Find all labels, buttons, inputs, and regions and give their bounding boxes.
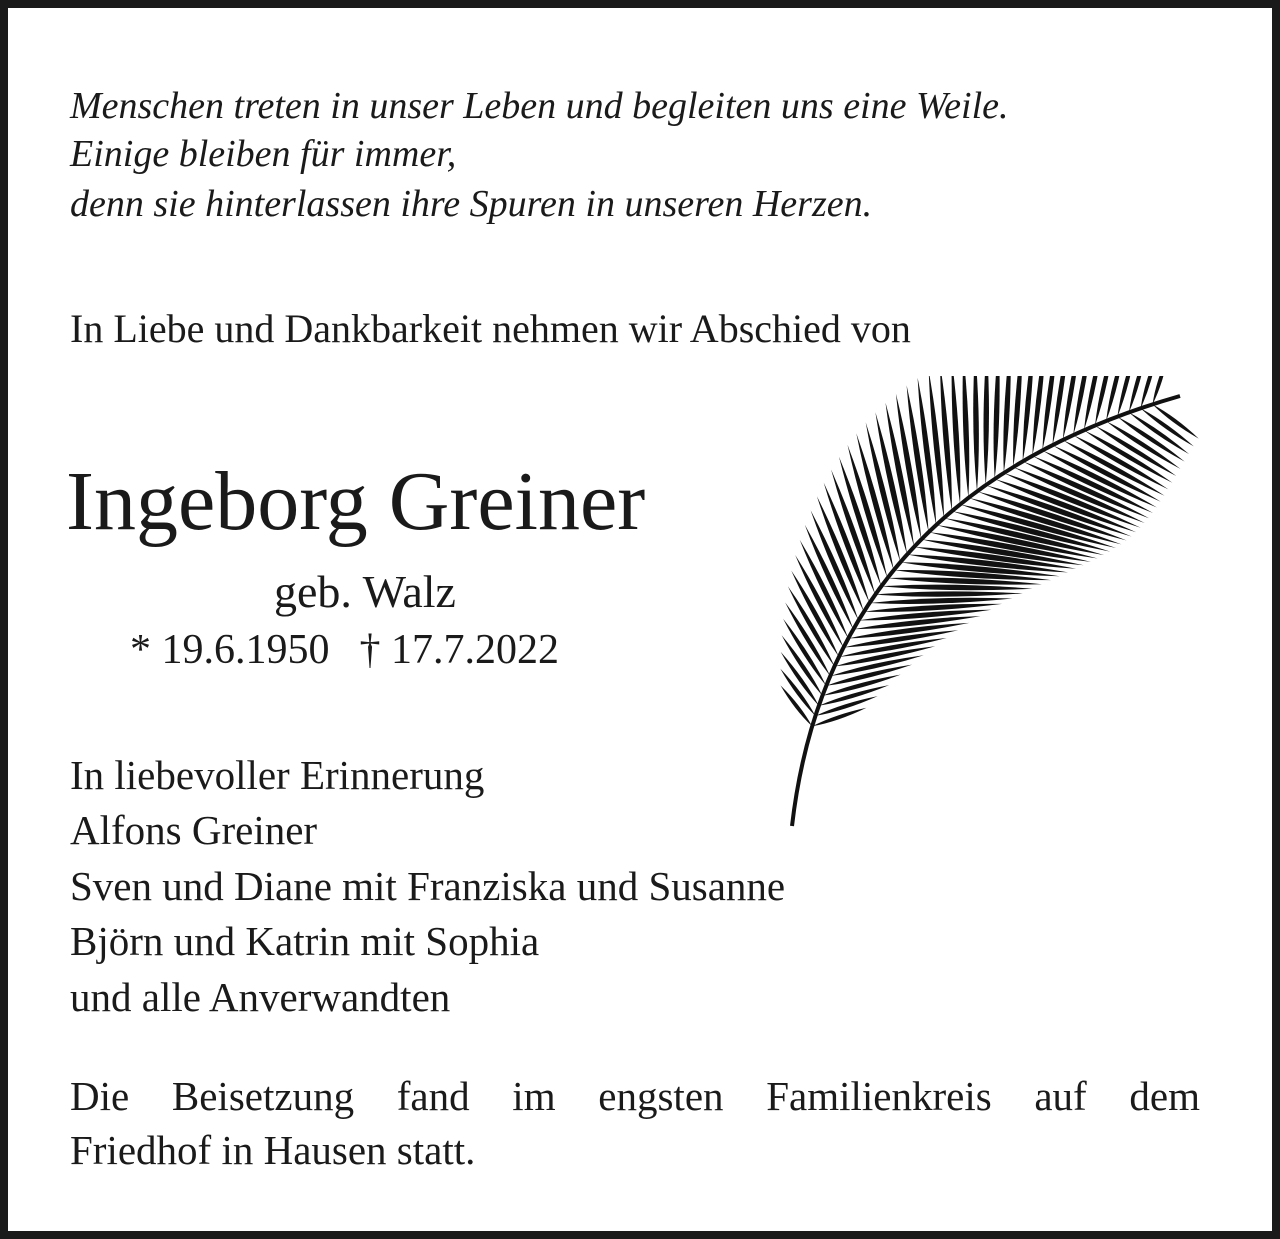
deceased-name: Ingeborg Greiner — [66, 455, 646, 548]
palm-leaflet — [782, 635, 823, 695]
mourner-line: Alfons Greiner — [70, 807, 318, 853]
palm-leaflet — [1013, 376, 1022, 467]
mourner-line: und alle Anverwandten — [70, 974, 451, 1020]
mourner-line: Björn und Katrin mit Sophia — [70, 918, 540, 964]
maiden-name: geb. Walz — [274, 566, 456, 617]
mourners-heading: In liebevoller Erinnerung — [70, 752, 485, 798]
palm-leaflet — [963, 376, 970, 498]
poem-line-1: Menschen treten in unser Leben und begleiten uns eine Weile. — [70, 85, 1009, 127]
mourner-line: Sven und Diane mit Franziska und Susanne — [70, 863, 786, 909]
palm-leaflet — [881, 585, 1032, 591]
palm-leaflet — [783, 619, 826, 686]
poem-line-2: Einige bleiben für immer, — [70, 133, 457, 175]
palm-leaflet — [1129, 412, 1189, 454]
palm-leaflet — [1023, 376, 1034, 461]
palm-leaflet — [1042, 376, 1057, 451]
palm-leaflet — [952, 376, 961, 504]
palm-leaflet — [983, 376, 989, 485]
burial-notice — [70, 1069, 1200, 1177]
palm-leaflet — [1003, 376, 1010, 473]
palm-leaf-fronds — [780, 376, 1198, 826]
palm-leaflet — [812, 708, 866, 727]
burial-notice-line-1: Die Beisetzung fand im engsten Familienkreis auf dem — [70, 1073, 1200, 1119]
palm-leaflet — [994, 376, 1000, 479]
death-date: † 17.7.2022 — [359, 627, 559, 673]
birth-date: * 19.6.1950 — [130, 627, 330, 673]
life-dates — [130, 624, 559, 676]
palm-leaf-icon — [760, 376, 1200, 836]
palm-leaflet — [870, 598, 1013, 604]
poem-line-3: denn sie hinterlassen ihre Spuren in unseren Herzen. — [70, 183, 873, 225]
palm-leaflet — [875, 591, 1023, 596]
burial-notice-line-2: Friedhof in Hausen statt. — [70, 1127, 476, 1173]
farewell-intro: In Liebe und Dankbarkeit nehmen wir Abschied von — [70, 306, 911, 351]
palm-leaflet — [973, 376, 979, 491]
